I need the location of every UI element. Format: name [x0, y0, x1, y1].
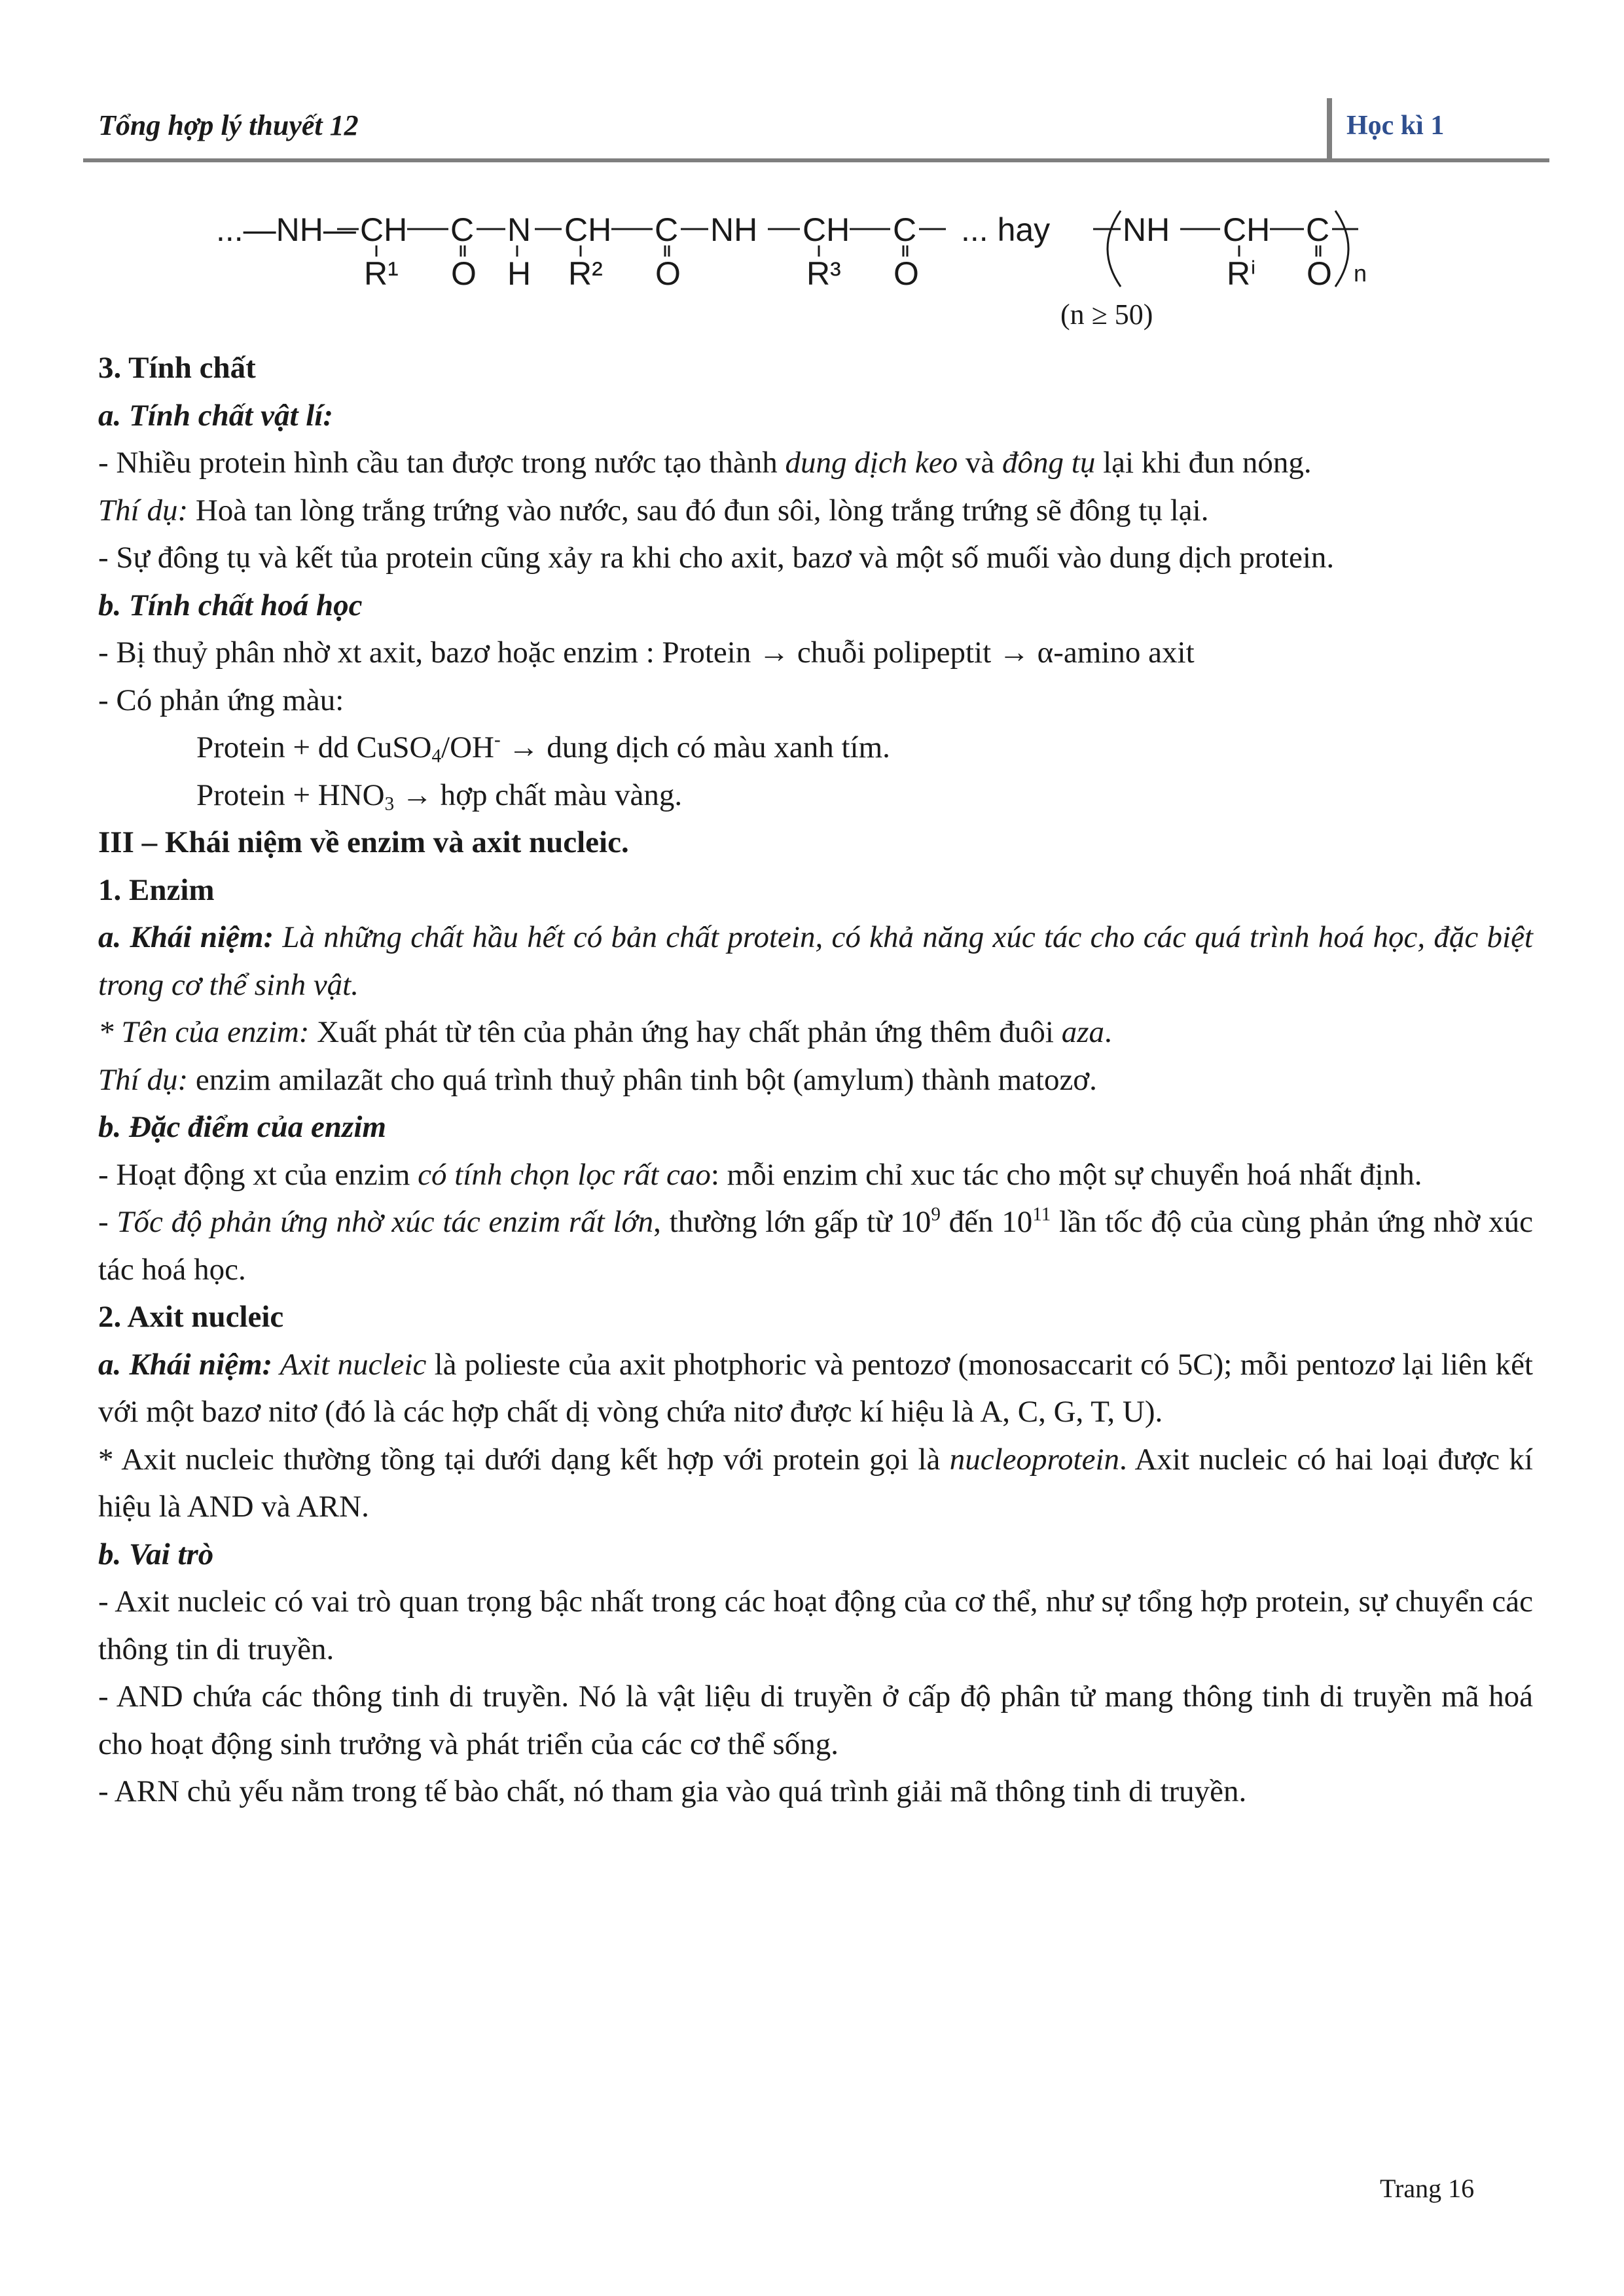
formula-n: N: [507, 211, 532, 248]
formula-o-repeat: O: [1307, 255, 1332, 292]
enzim-naming: * Tên của enzim: Xuất phát từ tên của phản ứng hay chất phản ứng thêm đuôi aza.: [98, 1015, 1112, 1049]
header-title: Tổng hợp lý thuyết 12: [98, 109, 359, 141]
formula-c-repeat: C: [1306, 211, 1330, 248]
enzim-feature-2: - Tốc độ phản ứng nhờ xúc tác enzim rất lớn, thường lớn gấp từ $10^9$ đến $10^{11}$ lần tốc độ của cùng phản ứng nhờ xúc tác hoá học.: [98, 1204, 1533, 1287]
reaction-biuret: Protein + dd CuSO$_4$/OH- → dung dịch có màu xanh tím.: [196, 729, 890, 767]
formula-nh-repeat: NH: [1123, 211, 1170, 248]
header-semester: Học kì 1: [1346, 111, 1445, 141]
formula-r3: R³: [806, 255, 841, 292]
main-content: [98, 344, 1533, 1816]
chemical-props-heading: b. Tính chất hoá học: [98, 588, 363, 622]
formula-left-paren: [1108, 211, 1121, 287]
nucleic-heading: 2. Axit nucleic: [98, 1300, 284, 1334]
formula-r2: R²: [568, 255, 603, 292]
formula-svg: [0, 0, 1624, 340]
enzim-feature-1: - Hoạt động xt của enzim có tính chọn lọc rất cao: mỗi enzim chỉ xuc tác cho một sự chuyển hoá nhất định.: [98, 1157, 1422, 1192]
enzim-definition: a. Khái niệm: Là những chất hầu hết có bản chất protein, có khả năng xúc tác cho các quá trình hoá học, đặc biệt trong cơ thể sinh vật.: [98, 920, 1533, 1002]
chemical-prop-1: - Bị thuỷ phân nhờ xt axit, bazơ hoặc enzim : Protein → chuỗi polipeptit → α-amino axit: [98, 636, 1195, 670]
chemical-prop-2: - Có phản ứng màu:: [98, 683, 344, 717]
formula-o-2: O: [655, 255, 681, 292]
formula-o-1: O: [451, 255, 477, 292]
formula-nh-2: NH: [710, 211, 758, 248]
formula-c-3: C: [893, 211, 917, 248]
formula-ch-2: CH: [564, 211, 612, 248]
physical-props-heading: a. Tính chất vật lí:: [98, 398, 334, 433]
formula-ch-1: CH: [360, 211, 408, 248]
formula-n-subscript: n: [1354, 260, 1367, 287]
formula-ch-3: CH: [803, 211, 850, 248]
role-heading: b. Vai trò: [98, 1537, 214, 1571]
formula-r1: R¹: [364, 255, 399, 292]
formula-ch-repeat: CH: [1223, 211, 1271, 248]
formula-hay: ... hay: [961, 211, 1051, 248]
enzim-example: Thí dụ: enzim amilazãt cho quá trình thuỷ phân tinh bột (amylum) thành matozơ.: [98, 1062, 1097, 1097]
formula-h: H: [507, 255, 532, 292]
nucleic-note: * Axit nucleic thường tồng tại dưới dạng kết hợp với protein gọi là nucleoprotein. Axit nucleic có hai loại được kí hiệu là AND và ARN.: [98, 1442, 1533, 1524]
role-1: - Axit nucleic có vai trò quan trọng bậc nhất trong các hoạt động của cơ thể, như sự tổng hợp protein, sự chuyển các thông tin di truyền.: [98, 1585, 1533, 1666]
role-2: - AND chứa các thông tinh di truyền. Nó là vật liệu di truyền ở cấp độ phân tử mang thông tinh di truyền mã hoá cho hoạt động sinh trưởng và phát triển của các cơ thể sống.: [98, 1679, 1533, 1761]
physical-prop-2: - Sự đông tụ và kết tủa protein cũng xảy ra khi cho axit, bazơ và một số muối vào dung dịch protein.: [98, 541, 1335, 575]
formula-right-paren: [1335, 211, 1348, 287]
formula-chain-start: ...—NH—: [216, 211, 356, 248]
physical-example: Thí dụ: Hoà tan lòng trắng trứng vào nước, sau đó đun sôi, lòng trắng trứng sẽ đông tụ lại.: [98, 493, 1209, 528]
nucleic-definition: a. Khái niệm: Axit nucleic là polieste của axit photphoric và pentozơ (monosaccarit có 5C); mỗi pentozơ lại liên kết với một bazơ nitơ (đó là các hợp chất dị vòng chứa nitơ được kí hiệu là A, C, G, T, U).: [98, 1347, 1533, 1429]
formula-ri: Rⁱ: [1227, 255, 1257, 292]
formula-o-3: O: [893, 255, 919, 292]
page-number: Trang 16: [1380, 2174, 1475, 2203]
enzim-heading: 1. Enzim: [98, 872, 215, 907]
enzim-features-heading: b. Đặc điểm của enzim: [98, 1110, 386, 1144]
reaction-xanthoproteic: Protein + $HNO_3$ → hợp chất màu vàng.: [196, 778, 683, 814]
formula-c-2: C: [655, 211, 679, 248]
section-3-heading: 3. Tính chất: [98, 351, 256, 385]
polypeptide-formula: [0, 0, 1624, 340]
role-3: - ARN chủ yếu nằm trong tế bào chất, nó tham gia vào quá trình giải mã thông tinh di truyền.: [98, 1774, 1247, 1808]
section-iii-heading: III – Khái niệm về enzim và axit nucleic.: [98, 825, 629, 859]
formula-condition: (n ≥ 50): [1060, 298, 1153, 331]
physical-prop-1: - Nhiều protein hình cầu tan được trong nước tạo thành dung dịch keo và đông tụ lại khi đun nóng.: [98, 446, 1312, 480]
formula-c-1: C: [450, 211, 475, 248]
